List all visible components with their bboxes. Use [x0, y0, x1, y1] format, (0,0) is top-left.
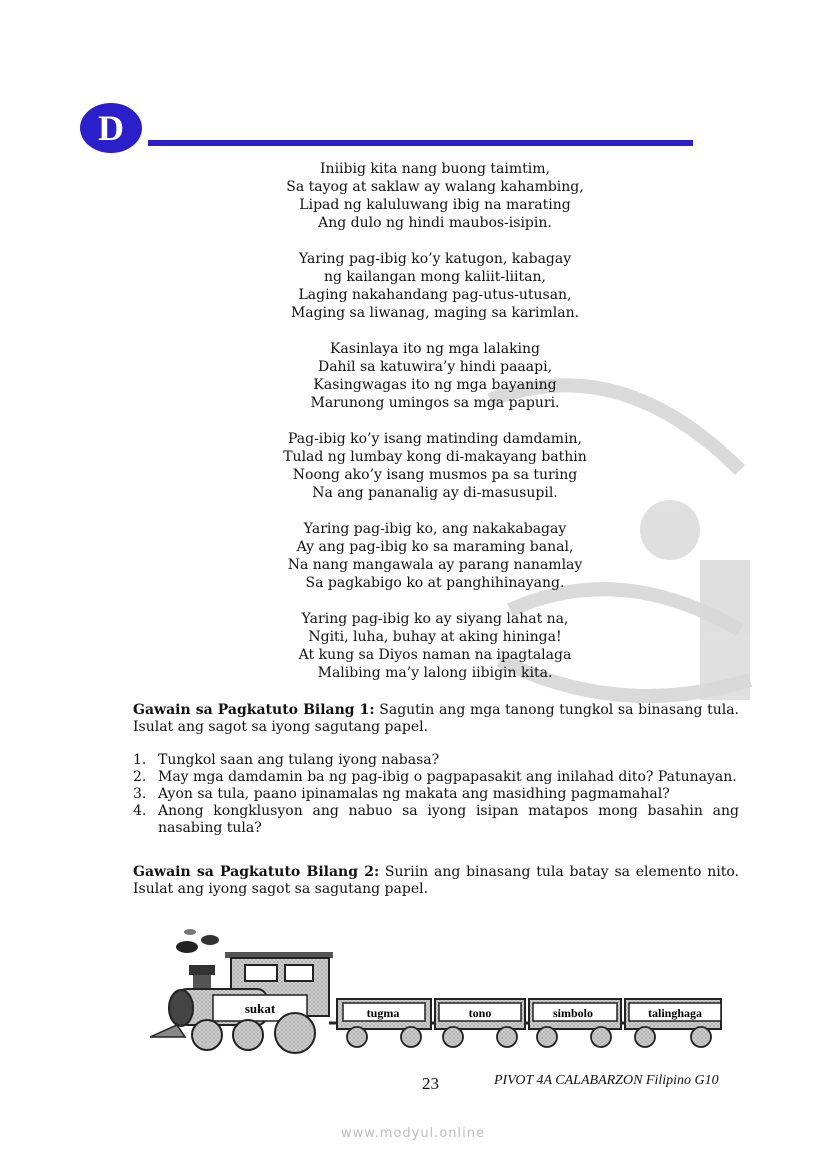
- wheel: [401, 1027, 421, 1047]
- poem: [200, 160, 670, 700]
- poem-line: Lipad ng kaluluwang ibig na marating: [299, 197, 571, 213]
- poem-line: Laging nakahandang pag-utus-utusan,: [298, 287, 572, 303]
- poem-line: ng kailangan mong kaliit-liitan,: [324, 269, 546, 285]
- question-number: 4.: [133, 803, 147, 819]
- section-divider: [148, 140, 693, 146]
- question-number: 3.: [133, 786, 147, 802]
- poem-line: Kasingwagas ito ng mga bayaning: [313, 377, 557, 393]
- smoke-puff: [176, 941, 198, 953]
- chimney-cap: [189, 965, 215, 975]
- task-1-title: Gawain sa Pagkatuto Bilang 1:: [133, 702, 375, 718]
- task-2-instructions: [133, 864, 739, 898]
- train-label: talinghaga: [647, 1006, 703, 1020]
- wheel: [537, 1027, 557, 1047]
- question-text: Ayon sa tula, paano ipinamalas ng makata ang masidhing pagmamahal?: [158, 786, 670, 802]
- stanza: [200, 610, 670, 682]
- poem-line: Dahil sa katuwira’y hindi paaapi,: [317, 359, 553, 375]
- wheel: [497, 1027, 517, 1047]
- question-number: 2.: [133, 769, 147, 785]
- poem-line: Kasinlaya ito ng mga lalaking: [329, 341, 541, 357]
- train-label: tugma: [366, 1006, 400, 1020]
- poem-line: Ay ang pag-ibig ko sa maraming banal,: [296, 539, 574, 555]
- wheel: [275, 1013, 315, 1053]
- poem-line: Na ang pananalig ay di-masusupil.: [312, 485, 558, 501]
- wheel: [192, 1020, 222, 1050]
- smoke-puff: [184, 929, 196, 935]
- wheel: [691, 1027, 711, 1047]
- poem-line: Marunong umingos sa mga papuri.: [310, 395, 560, 411]
- question-list: [133, 752, 739, 837]
- poem-line: Pag-ibig ko’y isang matinding damdamin,: [287, 431, 583, 447]
- smoke-puff: [201, 935, 219, 945]
- page-number: 23: [422, 1074, 439, 1093]
- stanza: [200, 520, 670, 592]
- poem-line: Tulad ng lumbay kong di-makayang bathin: [283, 449, 587, 465]
- website-watermark: www.modyul.online: [340, 1126, 486, 1141]
- poem-line: Ang dulo ng hindi maubos-isipin.: [318, 215, 552, 231]
- task-1-instructions: [133, 702, 739, 736]
- list-item: [133, 769, 739, 786]
- section-badge: D: [80, 103, 142, 153]
- poem-line: Sa pagkabigo ko at panghihinayang.: [305, 575, 565, 591]
- question-text: May mga damdamin ba ng pag-ibig o pagpapasakit ang inilahad dito? Patunayan.: [158, 769, 737, 785]
- question-text: Tungkol saan ang tulang iyong nabasa?: [158, 752, 440, 768]
- stanza: [200, 430, 670, 502]
- stanza: [200, 250, 670, 322]
- question-number: 1.: [133, 752, 147, 768]
- stanza: [200, 160, 670, 232]
- document-id: PIVOT 4A CALABARZON Filipino G10: [494, 1073, 719, 1088]
- poem-line: Na nang mangawala ay parang nanamlay: [287, 557, 583, 573]
- poem-line: Iniibig kita nang buong taimtim,: [320, 161, 550, 177]
- task-2-text: Suriin ang binasang tula batay sa elemento nito. Isulat ang iyong sagot sa sagutang papel.: [133, 864, 739, 897]
- cab-window: [245, 965, 277, 981]
- wheel: [591, 1027, 611, 1047]
- task-1-text: Sagutin ang mga tanong tungkol sa binasang tula. Isulat ang sagot sa iyong sagutang papel.: [133, 702, 739, 735]
- train-label: tono: [468, 1006, 492, 1020]
- poem-line: Maging sa liwanag, maging sa karimlan.: [290, 305, 580, 321]
- poem-line: Malibing ma’y lalong iibigin kita.: [317, 665, 553, 681]
- train-label: sukat: [244, 1001, 276, 1016]
- cab-window: [285, 965, 313, 981]
- poem-line: Yaring pag-ibig ko’y katugon, kabagay: [298, 251, 572, 267]
- poem-line: Yaring pag-ibig ko, ang nakakabagay: [303, 521, 567, 537]
- poem-line: Sa tayog at saklaw ay walang kahambing,: [286, 179, 584, 195]
- poem-line: Ngiti, luha, buhay at aking hininga!: [308, 629, 562, 645]
- list-item: [133, 786, 739, 803]
- wheel: [233, 1020, 263, 1050]
- poem-line: Noong ako’y isang musmos pa sa turing: [292, 467, 578, 483]
- list-item: [133, 803, 739, 837]
- wheel: [443, 1027, 463, 1047]
- wheel: [635, 1027, 655, 1047]
- poem-line: At kung sa Diyos naman na ipagtalaga: [298, 647, 572, 663]
- list-item: [133, 752, 739, 769]
- stanza: [200, 340, 670, 412]
- train-illustration: [145, 925, 735, 1055]
- poem-line: Yaring pag-ibig ko ay siyang lahat na,: [301, 611, 569, 627]
- train-label: simbolo: [552, 1006, 594, 1020]
- task-2-title: Gawain sa Pagkatuto Bilang 2:: [133, 864, 380, 880]
- boiler-front: [169, 990, 193, 1026]
- wheel: [347, 1027, 367, 1047]
- question-text: Anong kongklusyon ang nabuo sa iyong isipan matapos mong basahin ang nasabing tula?: [158, 803, 739, 836]
